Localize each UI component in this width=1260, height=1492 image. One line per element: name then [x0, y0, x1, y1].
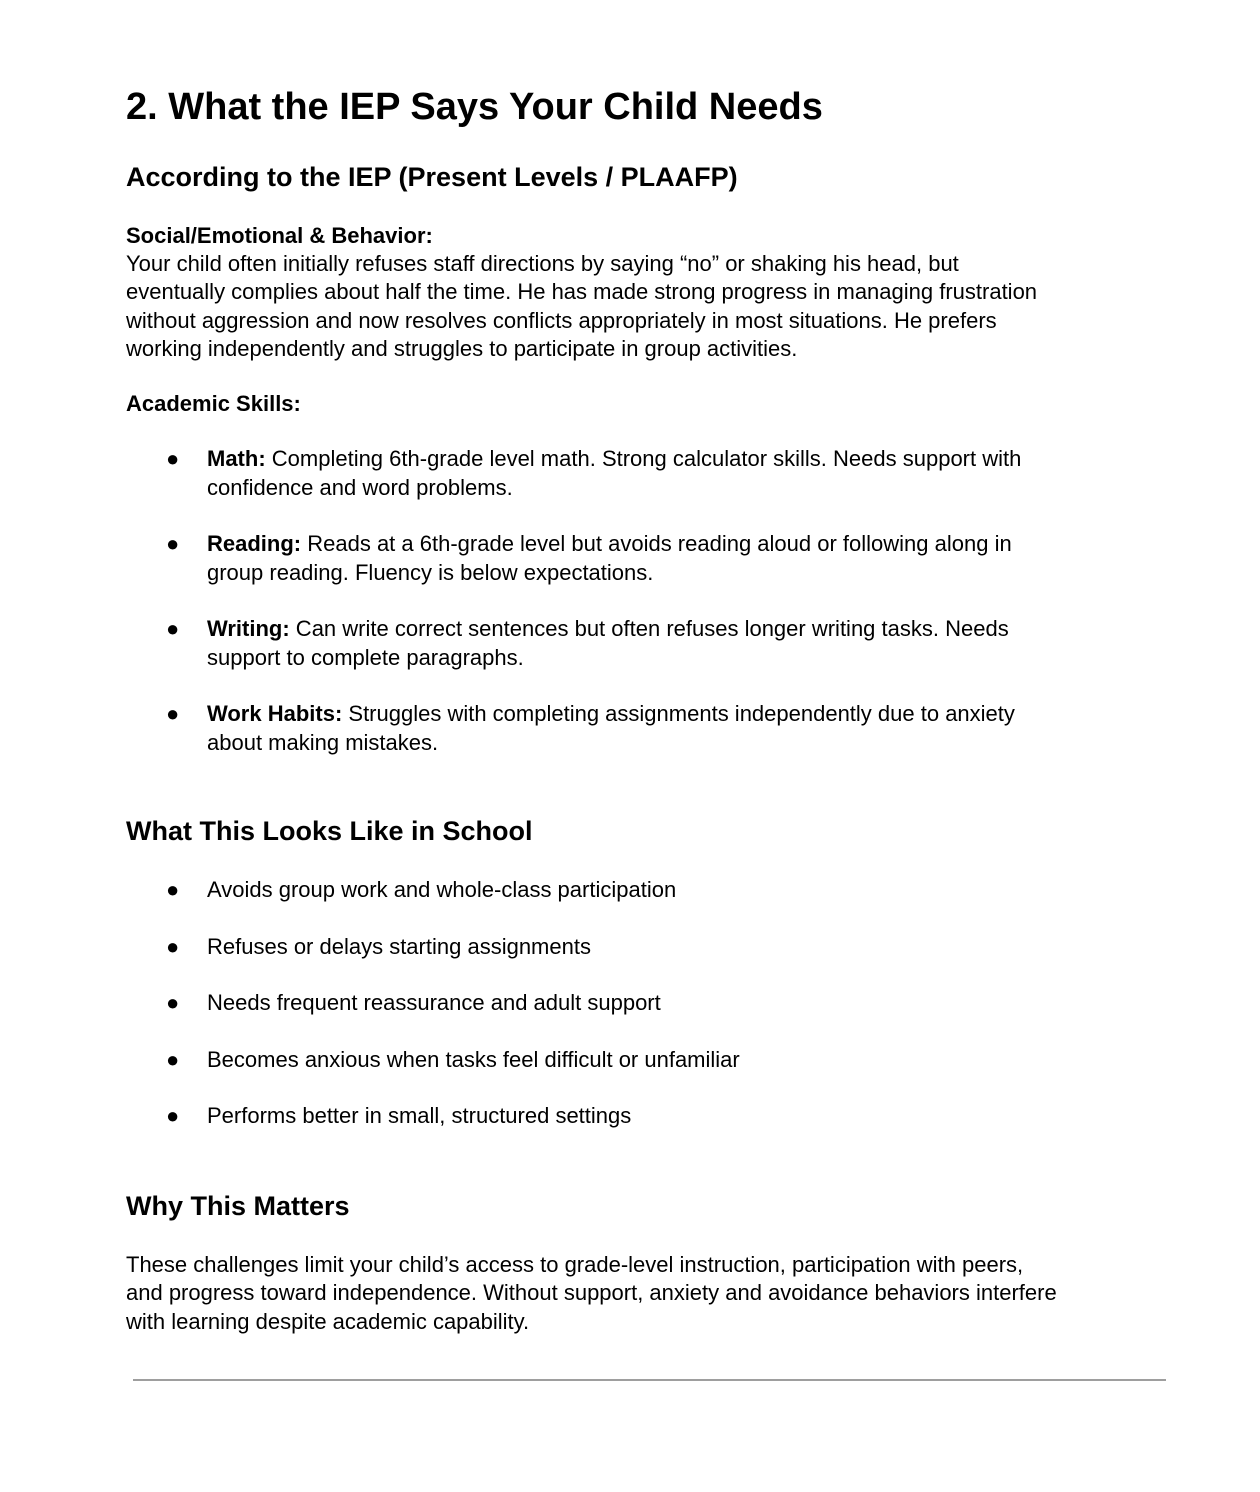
bullet-icon: ● — [166, 1047, 180, 1072]
bullet-icon: ● — [166, 616, 180, 641]
present-levels-heading: According to the IEP (Present Levels / PLAAFP) — [126, 162, 738, 192]
why-paragraph — [126, 1251, 1186, 1336]
bullet-text: Can write correct sentences but often refuses longer writing tasks. Needs — [289, 616, 1009, 641]
social-emotional-label: Social/Emotional & Behavior: — [126, 223, 433, 248]
bullet-term: Writing: — [207, 616, 290, 641]
paragraph-line: working independently and struggles to participate in group activities. — [126, 335, 798, 361]
bullet-text: Avoids group work and whole-class participation — [207, 877, 677, 902]
bullet-text: confidence and word problems. — [207, 474, 513, 500]
paragraph-line: Your child often initially refuses staff directions by saying “no” or shaking his head, but — [126, 251, 959, 276]
bullet-text: group reading. Fluency is below expectations. — [207, 559, 654, 585]
why-heading: Why This Matters — [126, 1191, 350, 1221]
paragraph-line: with learning despite academic capability. — [126, 1308, 530, 1334]
bullet-text: Performs better in small, structured settings — [207, 1103, 632, 1128]
bullet-term: Work Habits: — [207, 701, 343, 726]
bullet-icon: ● — [166, 446, 180, 471]
paragraph-line: eventually complies about half the time. He has made strong progress in managing frustration — [126, 279, 1038, 305]
bullet-text: Reads at a 6th-grade level but avoids reading aloud or following along in — [301, 531, 1012, 556]
bullet-icon: ● — [166, 990, 180, 1015]
page-title: 2. What the IEP Says Your Child Needs — [126, 86, 823, 128]
bullet-text: Refuses or delays starting assignments — [207, 934, 591, 959]
bullet-icon: ● — [166, 531, 180, 556]
paragraph-line: without aggression and now resolves conflicts appropriately in most situations. He prefers — [126, 307, 997, 333]
academic-skills-label: Academic Skills: — [126, 391, 301, 416]
bullet-text: support to complete paragraphs. — [207, 644, 524, 670]
horizontal-divider — [133, 1379, 1166, 1381]
bullet-icon: ● — [166, 877, 180, 902]
bullet-text: about making mistakes. — [207, 729, 439, 755]
bullet-icon: ● — [166, 934, 180, 959]
bullet-term: Reading: — [207, 531, 302, 556]
social-emotional-paragraph — [126, 250, 1186, 363]
paragraph-line: and progress toward independence. Without support, anxiety and avoidance behaviors interfere — [126, 1280, 1057, 1306]
bullet-text: Needs frequent reassurance and adult support — [207, 990, 661, 1015]
bullet-text: Completing 6th-grade level math. Strong calculator skills. Needs support with — [265, 446, 1022, 471]
paragraph-line: These challenges limit your child’s access to grade-level instruction, participation with peers, — [126, 1252, 1024, 1277]
bullet-term: Math: — [207, 446, 266, 471]
bullet-icon: ● — [166, 701, 180, 726]
bullet-text: Struggles with completing assignments independently due to anxiety — [342, 701, 1015, 726]
school-heading: What This Looks Like in School — [126, 816, 533, 846]
bullet-text: Becomes anxious when tasks feel difficult or unfamiliar — [207, 1047, 740, 1072]
bullet-icon: ● — [166, 1103, 180, 1128]
